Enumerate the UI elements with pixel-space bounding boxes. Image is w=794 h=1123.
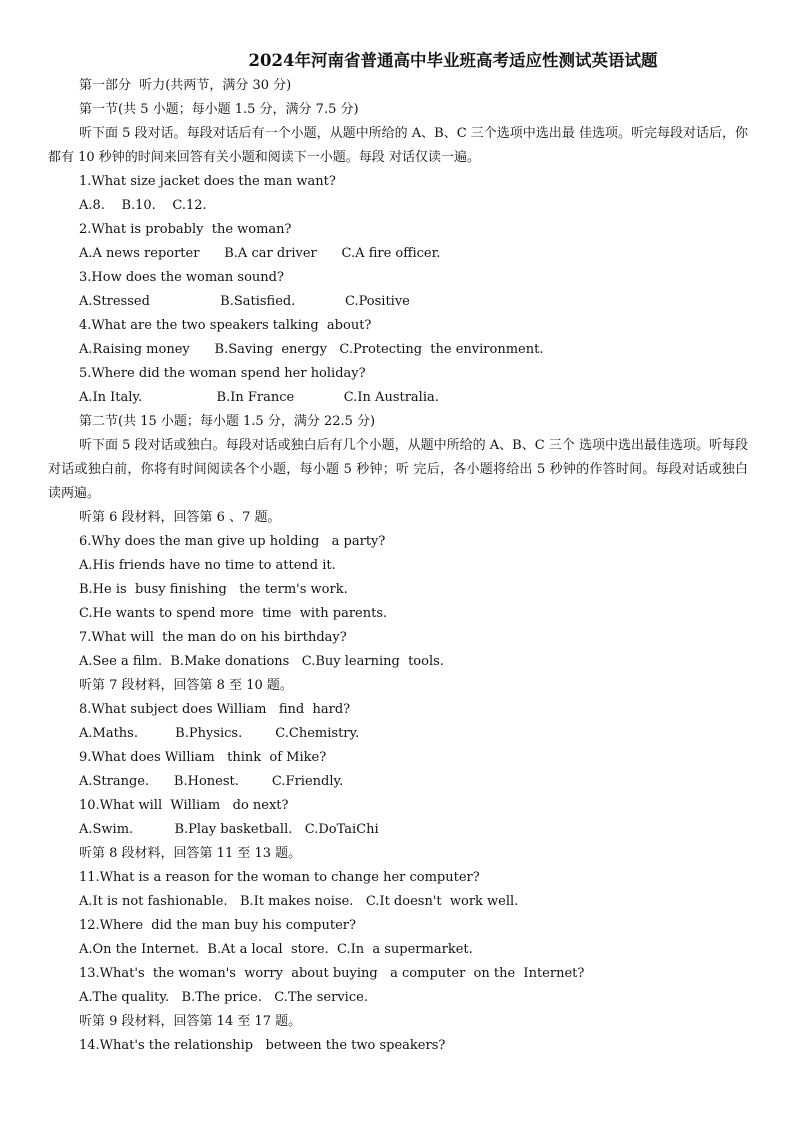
text-line: A.Raising money B.Saving energy C.Protecting the environment. — [79, 342, 544, 357]
exam-title: 2024年河南省普通高中毕业班高考适应性测试英语试题 — [248, 51, 658, 70]
text-line: A.The quality. B.The price. C.The service. — [79, 990, 368, 1005]
text-line: 听第 9 段材料，回答第 14 至 17 题。 — [79, 1014, 302, 1029]
text-line: 1.What size jacket does the man want? — [79, 174, 336, 189]
text-line: A.Stressed B.Satisfied. C.Positive — [79, 294, 410, 309]
text-line: A.See a film. B.Make donations C.Buy learning tools. — [79, 654, 444, 669]
text-line: A.Maths. B.Physics. C.Chemistry. — [79, 726, 360, 741]
text-line: 14.What's the relationship between the two speakers? — [79, 1038, 446, 1053]
text-line: 12.Where did the man buy his computer? — [79, 918, 356, 933]
text-line: 13.What's the woman's worry about buying a computer on the Internet? — [79, 966, 585, 981]
text-line: 听第 6 段材料，回答第 6 、7 题。 — [79, 510, 281, 525]
text-line: B.He is busy finishing the term's work. — [79, 582, 348, 597]
exam-content — [48, 74, 748, 1058]
text-line: 3.How does the woman sound? — [79, 270, 284, 285]
text-line: 第二节(共 15 小题；每小题 1.5 分，满分 22.5 分) — [79, 414, 376, 429]
text-line: A.His friends have no time to attend it. — [79, 558, 336, 573]
text-line: A.A news reporter B.A car driver C.A fire officer. — [79, 246, 441, 261]
text-line: 11.What is a reason for the woman to change her computer? — [79, 870, 480, 885]
text-line: A.It is not fashionable. B.It makes noise. C.It doesn't work well. — [79, 894, 519, 909]
text-line: A.Swim. B.Play basketball. C.DoTaiChi — [79, 822, 379, 837]
text-line: 第一节(共 5 小题；每小题 1.5 分，满分 7.5 分) — [79, 102, 359, 117]
text-line: 听第 7 段材料，回答第 8 至 10 题。 — [79, 678, 293, 693]
text-line: 5.Where did the woman spend her holiday? — [79, 366, 366, 381]
instruction-paragraph: 听下面 5 段对话。每段对话后有一个小题，从题中所给的 A、B、C 三个选项中选出最 佳选项。听完每段对话后，你都有 10 秒钟的时间来回答有关小题和阅读下一小题。每段 对话仅读一遍。 — [48, 126, 748, 165]
text-line: 6.Why does the man give up holding a party? — [79, 534, 386, 549]
text-line: A.Strange. B.Honest. C.Friendly. — [79, 774, 344, 789]
text-line: 7.What will the man do on his birthday? — [79, 630, 347, 645]
text-line: 4.What are the two speakers talking about? — [79, 318, 372, 333]
instruction-paragraph: 听下面 5 段对话或独白。每段对话或独白后有几个小题，从题中所给的 A、B、C 三个 选项中选出最佳选项。听每段对话或独白前，你将有时间阅读各个小题，每小题 5 秒钟；听 完后，各小题将给出 5 秒钟的作答时间。每段对话或独白读两遍。 — [48, 438, 748, 501]
text-line: 听第 8 段材料，回答第 11 至 13 题。 — [79, 846, 302, 861]
text-line: 第一部分 听力(共两节，满分 30 分) — [79, 78, 292, 93]
text-line: 2.What is probably the woman? — [79, 222, 292, 237]
text-line: 9.What does William think of Mike? — [79, 750, 327, 765]
text-line: A.On the Internet. B.At a local store. C.In a supermarket. — [79, 942, 473, 957]
text-line: 8.What subject does William find hard? — [79, 702, 351, 717]
text-line: A.8. B.10. C.12. — [79, 198, 207, 213]
text-line: A.In Italy. B.In France C.In Australia. — [79, 390, 439, 405]
text-line: 10.What will William do next? — [79, 798, 289, 813]
text-line: C.He wants to spend more time with parents. — [79, 606, 388, 621]
